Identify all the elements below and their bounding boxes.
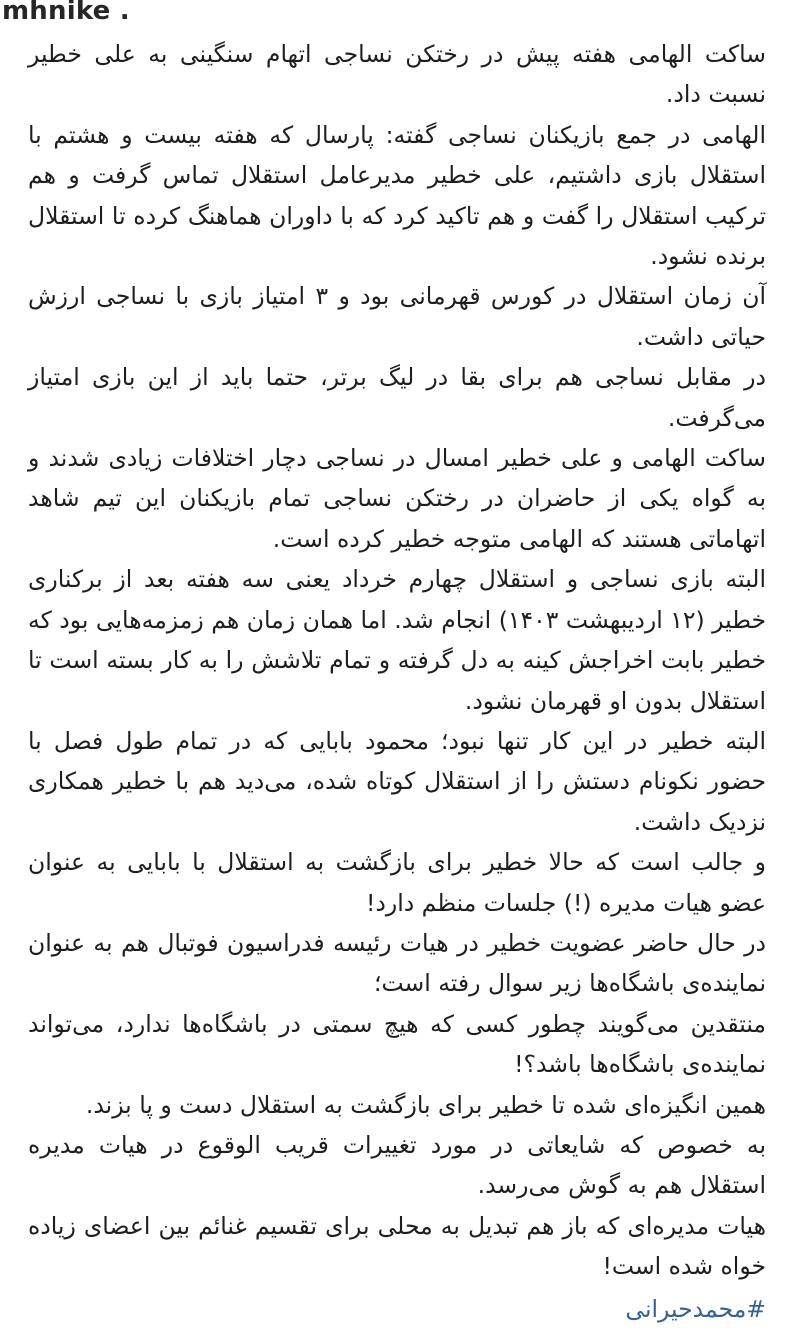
caption-paragraph: و جالب است که حالا خطیر برای بازگشت به استقلال با بابایی به عنوان عضو هیات مدیره (!) جلسات منظم دارد! (28, 848, 766, 917)
caption-paragraph: منتقدین می‌گویند چطور کسی که هیچ سمتی در باشگاه‌ها ندارد، می‌تواند نماینده‌ی باشگاه‌ها باشد؟! (28, 1009, 766, 1079)
caption-paragraph: البته خطیر در این کار تنها نبود؛ محمود بابایی که در تمام طول فصل با حضور نکونام دستش را از استقلال کوتاه شده، می‌دید هم با خطیر همکاری نزدیک داشت. (28, 726, 766, 836)
hashtag-link[interactable]: #محمدحیرانی (625, 1294, 766, 1323)
caption-paragraph: الهامی در جمع بازیکنان نساجی گفته: پارسال که هفته بیست و هشتم با استقلال بازی داشتیم، علی خطیر مدیرعامل استقلال تماس گرفت و هم ترکیب استقلال را گفت و هم تاکید کرد که با داوران هماهنگ کرده تا استقلال برنده نشود. (28, 120, 766, 271)
caption-paragraph: همین انگیزه‌ای شده تا خطیر برای بازگشت به استقلال دست و پا بزند. (85, 1090, 766, 1119)
post-username[interactable]: mhnike . (2, 0, 130, 26)
caption-paragraph: در مقابل نساجی هم برای بقا در لیگ برتر، حتما باید از این بازی امتیاز می‌گرفت. (28, 363, 766, 432)
caption-paragraph: البته بازی نساجی و استقلال چهارم خرداد یعنی سه هفته بعد از برکناری خطیر (۱۲ اردیبهشت ۱۴۰۳) انجام شد. اما همان زمان هم زمزمه‌هایی بود که خطیر بابت اخراجش کینه به دل گرفته و تمام تلاشش را به کار بسته است تا استقلال بدون او قهرمان نشود. (28, 565, 766, 715)
caption-paragraph: به خصوص که شایعاتی در مورد تغییرات قریب الوقوع در هیات مدیره استقلال هم به گوش می‌رسد. (28, 1130, 766, 1200)
caption-paragraph: هیات مدیره‌ای که باز هم تبدیل به محلی برای تقسیم غنائم بین اعضای زیاده خواه شده است! (28, 1211, 766, 1281)
caption-paragraph: در حال حاضر عضویت خطیر در هیات رئیسه فدراسیون فوتبال هم به عنوان نماینده‌ی باشگاه‌ها زیر سوال رفته است؛ (28, 928, 766, 998)
caption-paragraph: ساکت الهامی و علی خطیر امسال در نساجی دچار اختلافات زیادی شدند و به گواه یکی از حاضران در رختکن نساجی تمام بازیکنان این تیم شاهد اتهاماتی هستند که الهامی متوجه خطیر کرده است. (28, 444, 766, 553)
post-caption (28, 34, 766, 1329)
caption-paragraph: ساکت الهامی هفته پیش در رختکن نساجی اتهام سنگینی به علی خطیر نسبت داد. (28, 40, 766, 109)
caption-paragraph: آن زمان استقلال در کورس قهرمانی بود و ۳ امتیاز بازی با نساجی ارزش حیاتی داشت. (28, 282, 766, 351)
